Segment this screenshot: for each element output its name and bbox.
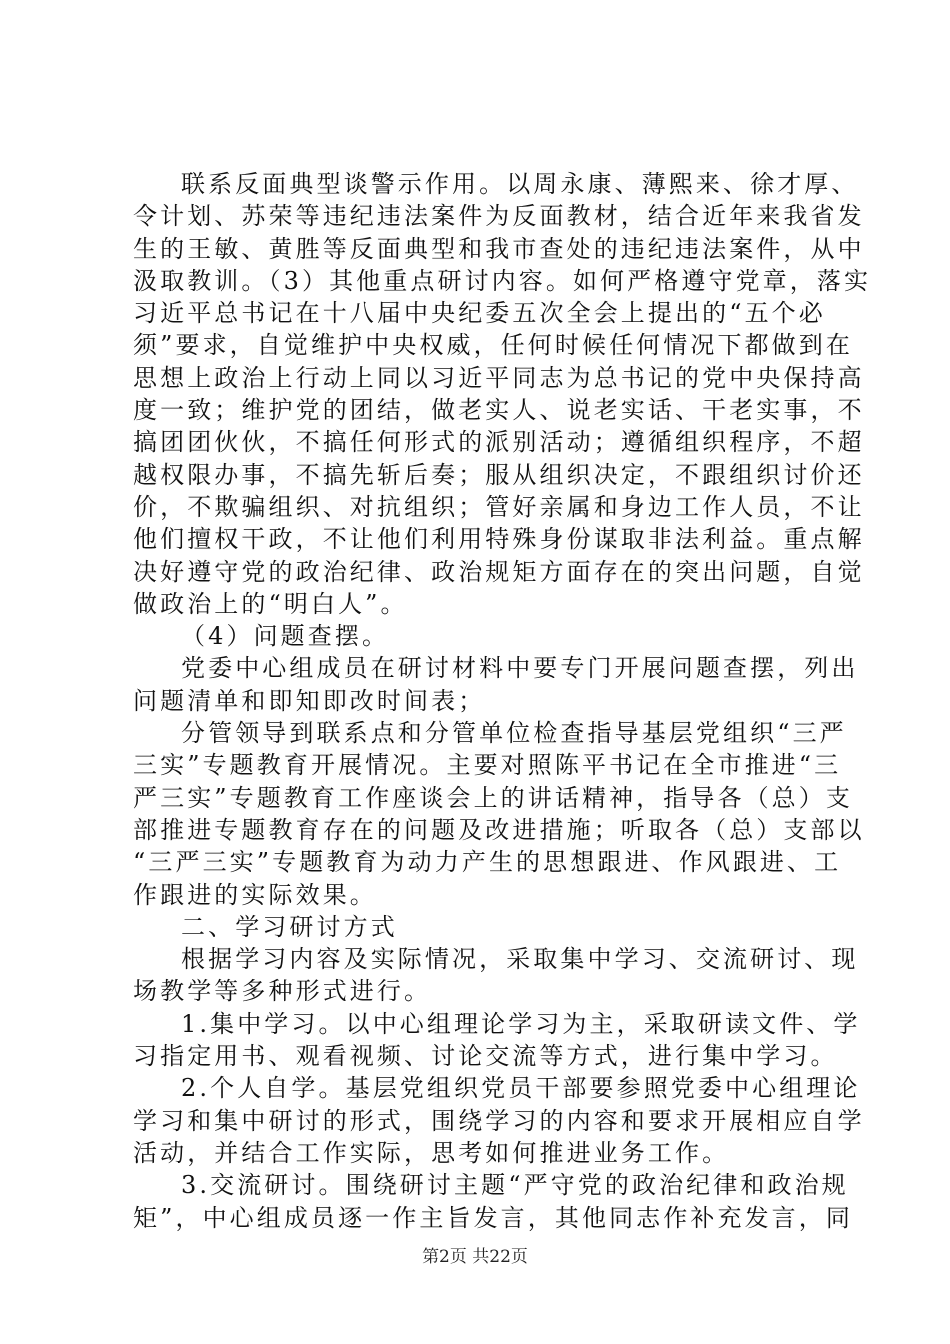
text-line: 决好遵守党的政治纪律、政治规矩方面存在的突出问题，自觉 bbox=[133, 557, 865, 586]
text-line: 度一致；维护党的团结，做老实人、说老实话、干老实事，不 bbox=[133, 396, 865, 425]
text-line: 越权限办事，不搞先斩后奏；服从组织决定，不跟组织讨价还 bbox=[133, 460, 865, 489]
text-line: 3.交流研讨。围绕研讨主题“严守党的政治纪律和政治规 bbox=[181, 1171, 849, 1200]
text-line: 习近平总书记在十八届中央纪委五次全会上提出的“五个必 bbox=[133, 299, 826, 328]
text-line: 2.个人自学。基层党组织党员干部要参照党委中心组理论 bbox=[181, 1074, 861, 1103]
text-line: 价，不欺骗组织、对抗组织；管好亲属和身边工作人员，不让 bbox=[133, 492, 865, 521]
text-line: 联系反面典型谈警示作用。以周永康、薄熙来、徐才厚、 bbox=[181, 170, 859, 198]
text-line: 场教学等多种形式进行。 bbox=[133, 977, 432, 1006]
text-line: 汲取教训。（3）其他重点研讨内容。如何严格遵守党章，落实 bbox=[133, 266, 872, 295]
text-line: 矩”，中心组成员逐一作主旨发言，其他同志作补充发言，同 bbox=[133, 1203, 853, 1232]
text-line: 根据学习内容及实际情况，采取集中学习、交流研讨、现 bbox=[181, 945, 859, 974]
text-line: 严三实”专题教育工作座谈会上的讲话精神，指导各（总）支 bbox=[133, 783, 853, 812]
text-line: 部推进专题教育存在的问题及改进措施；听取各（总）支部以 bbox=[133, 815, 865, 844]
text-line: 须”要求，自觉维护中央权威，任何时候任何情况下都做到在 bbox=[133, 331, 853, 360]
text-line: 他们擅权干政，不让他们利用特殊身份谋取非法利益。重点解 bbox=[133, 525, 865, 554]
text-line: 三实”专题教育开展情况。主要对照陈平书记在全市推进“三 bbox=[133, 751, 842, 780]
text-line: 学习和集中研讨的形式，围绕学习的内容和要求开展相应自学 bbox=[133, 1106, 865, 1135]
text-line: 问题清单和即知即改时间表； bbox=[133, 686, 486, 715]
text-line: 生的王敏、黄胜等反面典型和我市查处的违纪违法案件，从中 bbox=[133, 234, 865, 263]
text-line: 思想上政治上行动上同以习近平同志为总书记的党中央保持高 bbox=[133, 363, 865, 392]
text-line: “三严三实”专题教育为动力产生的思想跟进、作风跟进、工 bbox=[133, 848, 842, 877]
text-line: （4）问题查摆。 bbox=[181, 622, 390, 651]
document-body bbox=[133, 168, 872, 1234]
text-line: 活动，并结合工作实际，思考如何推进业务工作。 bbox=[133, 1138, 730, 1167]
text-line: 作跟进的实际效果。 bbox=[133, 880, 377, 909]
text-line: 做政治上的“明白人”。 bbox=[133, 589, 408, 618]
text-line: 分管领导到联系点和分管单位检查指导基层党组织“三严 bbox=[181, 719, 847, 748]
text-line: 搞团团伙伙，不搞任何形式的派别活动；遵循组织程序，不超 bbox=[133, 428, 865, 457]
text-line: 令计划、苏荣等违纪违法案件为反面教材，结合近年来我省发 bbox=[133, 202, 865, 231]
text-line: 二、学习研讨方式 bbox=[181, 912, 398, 941]
text-line: 1.集中学习。以中心组理论学习为主，采取研读文件、学 bbox=[181, 1009, 861, 1038]
page-footer: 第2页 共22页 bbox=[422, 1247, 528, 1267]
text-line: 习指定用书、观看视频、讨论交流等方式，进行集中学习。 bbox=[133, 1042, 838, 1071]
text-line: 党委中心组成员在研讨材料中要专门开展问题查摆，列出 bbox=[181, 654, 859, 683]
